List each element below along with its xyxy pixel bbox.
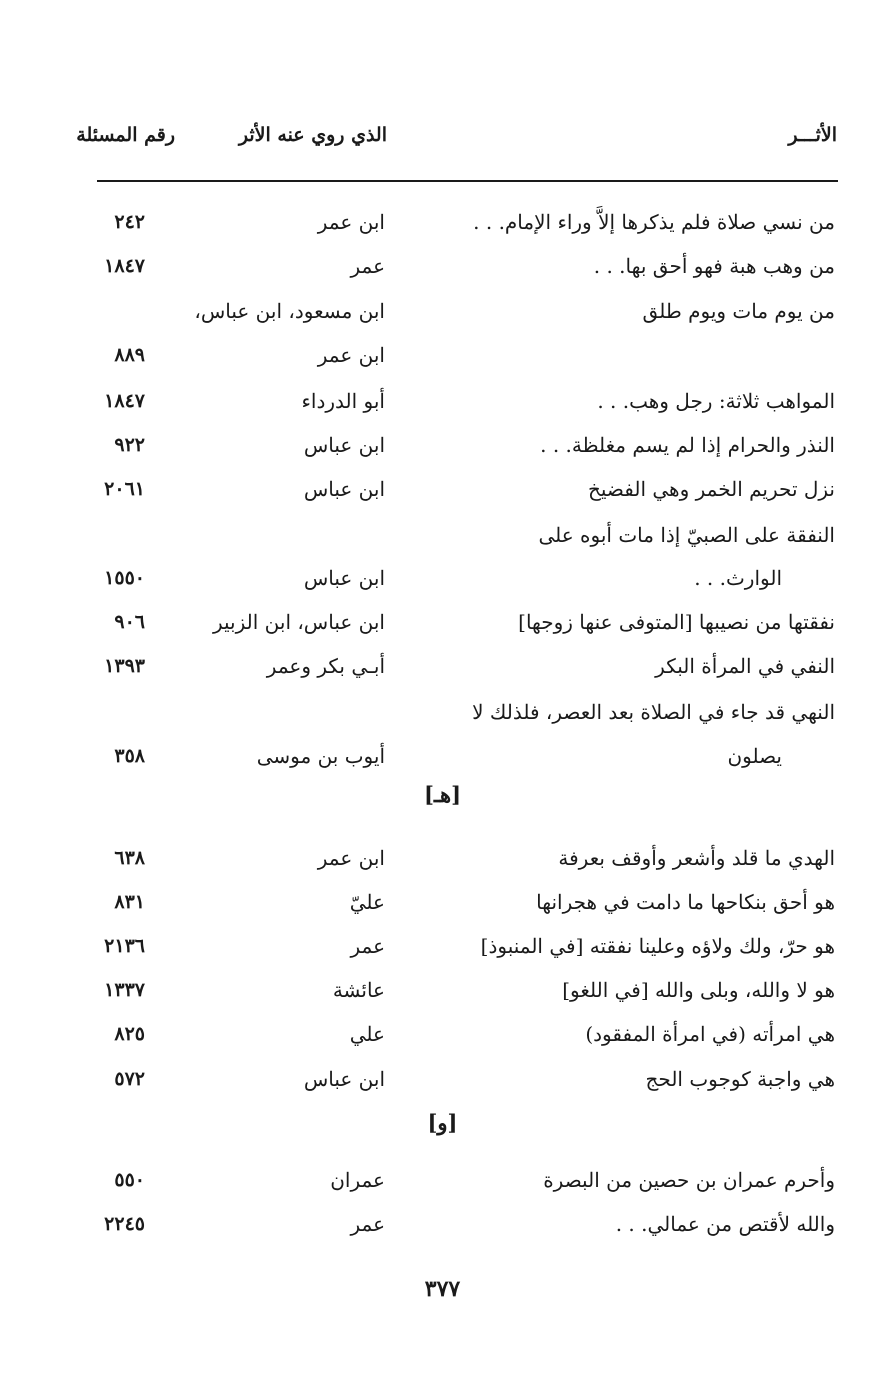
narrator-cell: ابن عباس [303,433,385,457]
athar-cell: الهدي ما قلد وأشعر وأوقف بعرفة [558,846,835,870]
number-cell: ٢٢٤٥ [104,1213,145,1235]
table-row [0,734,885,778]
table-row [0,880,885,924]
narrator-cell: ابن عمر [317,210,385,234]
number-cell: ٩٠٦ [114,611,145,633]
table-row [0,333,885,377]
athar-cell: هي امرأته (في امرأة المفقود) [585,1022,835,1046]
table-row [0,836,885,880]
number-cell: ٦٣٨ [114,847,145,869]
narrator-cell: ابن عمر [317,343,385,367]
header-narrator: الذي روي عنه الأثر [238,124,387,146]
table-row [0,1158,885,1202]
narrator-cell: أبو الدرداء [301,389,385,413]
table-row [0,244,885,288]
table-row [0,423,885,467]
narrator-cell: عمر [350,254,385,278]
athar-cell: هو أحق بنكاحها ما دامت في هجرانها [536,890,835,914]
table-row [0,200,885,244]
number-cell: ٨٢٥ [114,1023,145,1045]
table-row [0,467,885,511]
number-cell: ٢٠٦١ [104,478,145,500]
number-cell: ١٣٣٧ [104,979,145,1001]
narrator-cell: عليّ [349,890,385,914]
number-cell: ٥٧٢ [114,1068,145,1090]
number-cell: ٩٢٢ [114,434,145,456]
narrator-cell: ابن عمر [317,846,385,870]
athar-cell: الوارث. . . [694,566,782,590]
header-athar: الأثـــر [788,124,837,146]
section-heading: [هـ] [423,782,462,807]
table-row [0,556,885,600]
table-row [0,513,885,557]
athar-cell: المواهب ثلاثة: رجل وهب. . . [597,389,835,413]
number-cell: ٢٤٢ [114,211,145,233]
athar-cell: نزل تحريم الخمر وهي الفضيخ [587,477,835,501]
athar-cell: هي واجبة كوجوب الحج [645,1067,835,1091]
athar-cell: هو لا والله، وبلى والله [في اللغو] [562,978,835,1002]
athar-cell: النفي في المرأة البكر [655,654,835,678]
narrator-cell: عمر [350,934,385,958]
table-row [0,1057,885,1101]
number-cell: ١٨٤٧ [104,255,145,277]
athar-cell: النهي قد جاء في الصلاة بعد العصر، فلذلك لا [472,700,835,724]
narrator-cell: ابن عباس [303,1067,385,1091]
table-row [0,1012,885,1056]
header-rule [97,180,838,182]
number-cell: ٣٥٨ [114,745,145,767]
narrator-cell: علي [349,1022,385,1046]
narrator-cell: أبـي بكر وعمر [266,654,385,678]
narrator-cell: ابن عباس [303,566,385,590]
athar-cell: من وهب هبة فهو أحق بها. . . [593,254,835,278]
narrator-cell: ابن عباس، ابن الزبير [212,610,385,634]
narrator-cell: أيوب بن موسى [256,744,385,768]
table-row [0,600,885,644]
athar-cell: يصلون [727,744,782,768]
number-cell: ١٥٥٠ [104,567,145,589]
athar-cell: نفقتها من نصيبها [المتوفى عنها زوجها] [518,610,835,634]
table-row [0,379,885,423]
table-row [0,924,885,968]
number-cell: ٨٣١ [114,891,145,913]
narrator-cell: عمر [350,1212,385,1236]
narrator-cell: عمران [330,1168,385,1192]
athar-cell: والله لأقتص من عمالي. . . [615,1212,835,1236]
table-row [0,968,885,1012]
header-number: رقم المسئلة [76,124,175,146]
athar-cell: وأحرم عمران بن حصين من البصرة [543,1168,835,1192]
narrator-cell: عائشة [332,978,385,1002]
section-heading: [و] [427,1110,458,1135]
athar-cell: النفقة على الصبيّ إذا مات أبوه على [538,523,835,547]
athar-cell: هو حرّ، ولك ولاؤه وعلينا نفقته [في المنبوذ] [480,934,835,958]
number-cell: ١٨٤٧ [104,390,145,412]
page-number: ٣٧٧ [424,1276,461,1302]
table-row [0,1202,885,1246]
narrator-cell: ابن عباس [303,477,385,501]
athar-cell: من يوم مات ويوم طلق [642,299,835,323]
narrator-cell: ابن مسعود، ابن عباس، [194,299,385,323]
number-cell: ٨٨٩ [114,344,145,366]
table-row [0,289,885,333]
number-cell: ٢١٣٦ [104,935,145,957]
number-cell: ١٣٩٣ [104,655,145,677]
athar-cell: من نسي صلاة فلم يذكرها إلاَّ وراء الإمام. . . [473,210,835,234]
table-row [0,644,885,688]
table-row [0,690,885,734]
number-cell: ٥٥٠ [114,1169,145,1191]
athar-cell: النذر والحرام إذا لم يسم مغلظة. . . [540,433,835,457]
